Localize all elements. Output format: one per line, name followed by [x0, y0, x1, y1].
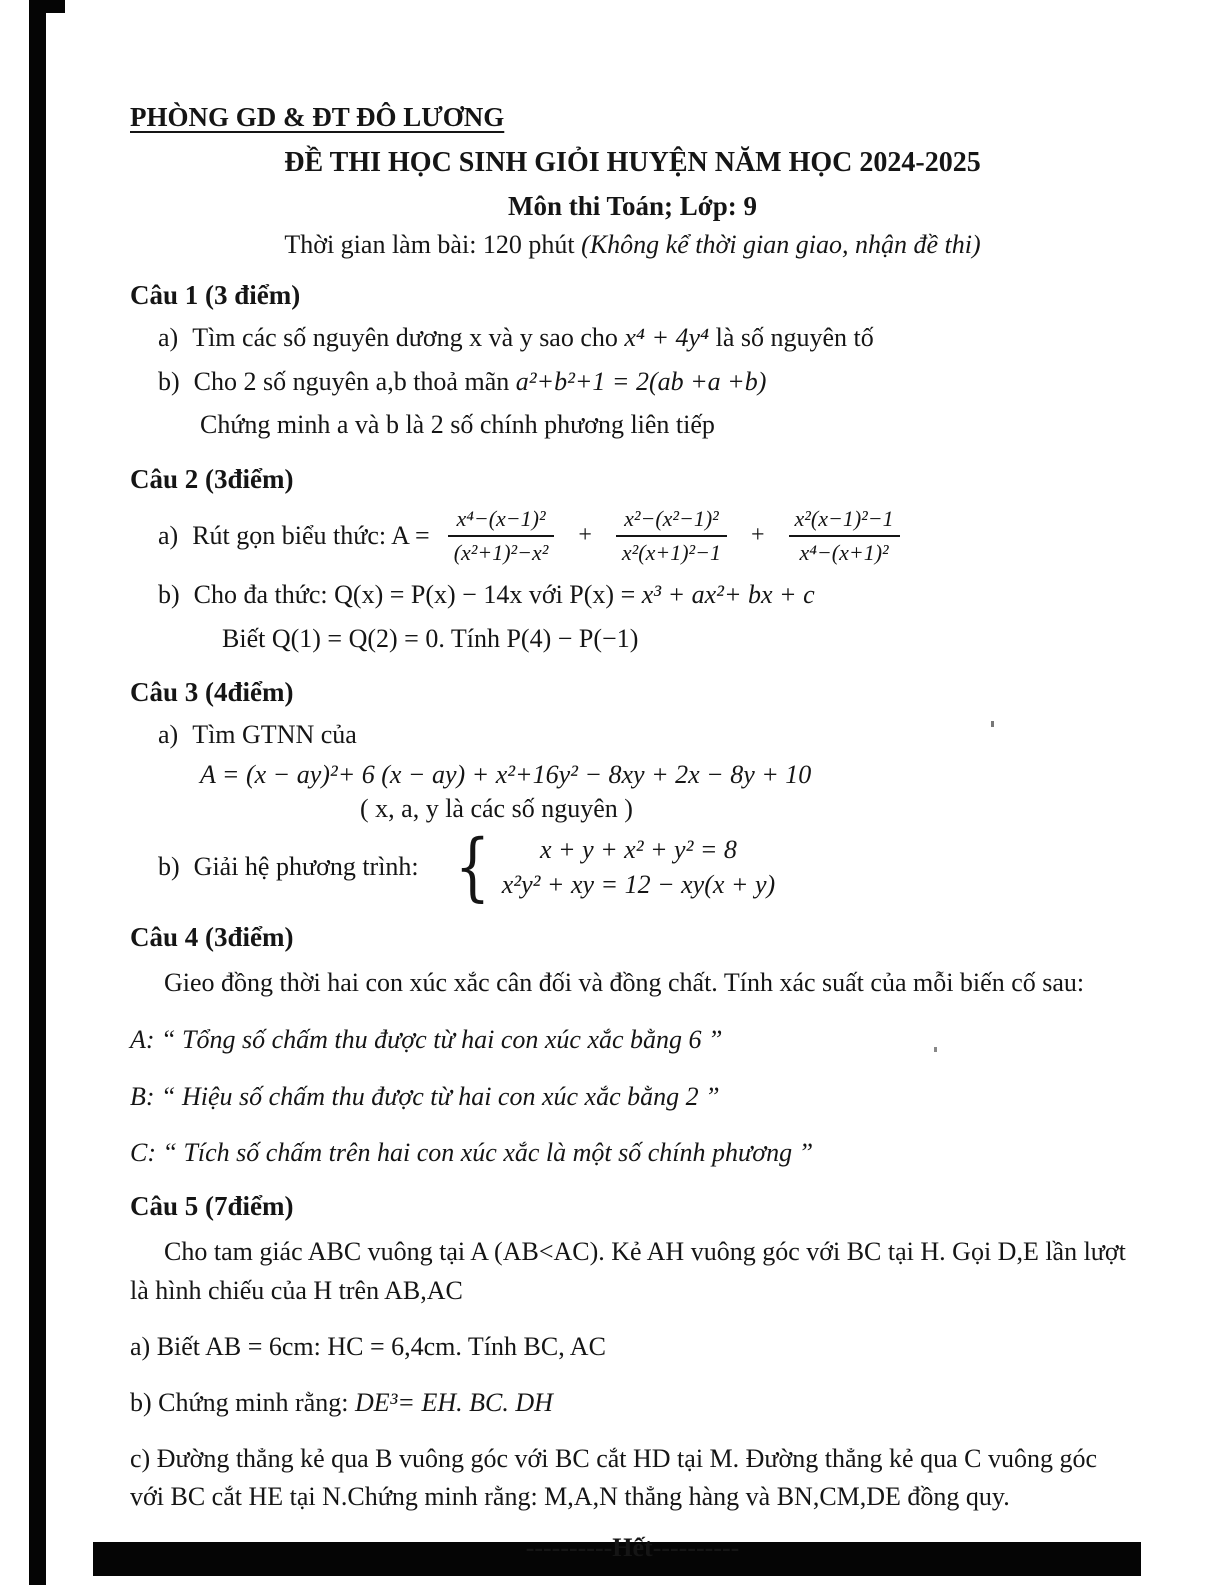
question-1-heading: Câu 1 (3 điểm) — [130, 280, 301, 310]
q2-fraction-2 — [616, 505, 727, 566]
question-1-item-a — [130, 319, 1135, 357]
q3-b-text: Giải hệ phương trình: — [193, 852, 419, 882]
q4-intro: Gieo đồng thời hai con xúc xắc cân đối và đồng chất. Tính xác suất của mỗi biến cố sau: — [164, 968, 1085, 998]
q2-b-continuation: Biết Q(1) = Q(2) = 0. Tính P(4) − P(−1) — [222, 623, 639, 653]
question-1-item-b — [130, 363, 1135, 401]
q2-b-formula: x³ + ax²+ bx + c — [641, 580, 815, 610]
q2-fraction-2-numerator: x²−(x²−1)² — [616, 505, 727, 537]
question-2-heading: Câu 2 (3điểm) — [130, 464, 294, 495]
exam-title: ĐỀ THI HỌC SINH GIỎI HUYỆN NĂM HỌC 2024-2025 — [284, 147, 981, 178]
q3-b-label: b) — [158, 852, 180, 882]
equation-system — [449, 823, 782, 910]
question-3-item-b — [130, 823, 1135, 910]
q3-a-expression: A = (x − ay)²+ 6 (x − ay) + x²+16y² − 8xy + 2x − 8y + 10 — [200, 760, 812, 790]
q4-event-b: B: “ Hiệu số chấm thu được từ hai con xúc xắc bằng 2 ” — [130, 1081, 720, 1111]
q3-a-text: Tìm GTNN của — [192, 720, 357, 750]
scan-artifact-top-left-nub — [29, 0, 65, 13]
q2-b-text — [194, 576, 815, 614]
plus-sign: + — [750, 522, 765, 549]
q2-fraction-2-denominator: x²(x+1)²−1 — [621, 539, 721, 565]
q2-a-lead: Rút gọn biểu thức: A = — [192, 520, 430, 550]
q2-b-text-part1: Cho đa thức: Q(x) = P(x) − 14x với P(x) = — [193, 580, 642, 610]
system-equation-1: x + y + x² + y² = 8 — [539, 835, 737, 865]
question-3-item-a — [130, 716, 1135, 754]
scan-artifact-left-bar — [29, 0, 46, 1585]
q1-b-formula: a²+b²+1 = 2(ab +a +b) — [515, 366, 767, 396]
time-line — [130, 230, 1135, 260]
q2-fraction-3-numerator: x²(x−1)²−1 — [789, 505, 900, 537]
q5-item-b — [130, 1384, 1135, 1422]
time-label: Thời gian làm bài: 120 phút — [284, 230, 582, 259]
q3-a-note: ( x, a, y là các số nguyên ) — [360, 794, 633, 824]
q2-fraction-3-denominator: x⁴−(x+1)² — [799, 539, 889, 565]
system-equation-2: x²y² + xy = 12 − xy(x + y) — [501, 870, 776, 900]
q5-item-c: c) Đường thẳng kẻ qua B vuông góc với BC cắt HD tại M. Đường thẳng kẻ qua C vuông góc với BC cắt HE tại N.Chứng minh rằng: M,A,N thẳng hàng và BN,CM,DE đồng quy. — [130, 1443, 1098, 1511]
q1-a-label: a) — [158, 323, 179, 352]
end-mark: ----------Hết---------- — [525, 1533, 740, 1563]
time-note: (Không kể thời gian giao, nhận đề thi) — [581, 230, 981, 259]
q5-b-formula: DE³= EH. BC. DH — [354, 1388, 553, 1418]
system-equations — [496, 832, 781, 902]
q4-event-a: A: “ Tổng số chấm thu được từ hai con xúc xắc bằng 6 ” — [130, 1025, 723, 1055]
q2-b-label: b) — [158, 580, 180, 610]
question-2-item-b — [130, 576, 1135, 614]
question-4-heading: Câu 4 (3điểm) — [130, 922, 294, 953]
q1-b-label: b) — [158, 366, 180, 396]
system-left-brace: { — [454, 823, 490, 910]
q2-fraction-1 — [448, 505, 555, 566]
q5-item-a: a) Biết AB = 6cm: HC = 6,4cm. Tính BC, AC — [130, 1332, 606, 1362]
q1-a-text-part2: là số nguyên tố — [709, 323, 874, 352]
q2-fraction-3 — [789, 505, 900, 566]
q1-b-continuation: Chứng minh a và b là 2 số chính phương liên tiếp — [200, 410, 715, 440]
document-content — [130, 102, 1135, 1563]
q4-event-c: C: “ Tích số chấm trên hai con xúc xắc là một số chính phương ” — [130, 1138, 814, 1168]
q1-a-formula: x⁴ + 4y⁴ — [624, 323, 710, 352]
question-3-heading: Câu 3 (4điểm) — [130, 677, 294, 708]
department-name: PHÒNG GD & ĐT ĐÔ LƯƠNG — [130, 102, 505, 132]
question-5-heading: Câu 5 (7điểm) — [130, 1191, 294, 1222]
q2-a-label: a) — [158, 520, 179, 550]
q2-fraction-1-denominator: (x²+1)²−x² — [453, 539, 549, 565]
q2-fraction-1-numerator: x⁴−(x−1)² — [448, 505, 555, 537]
subject-line: Môn thi Toán; Lớp: 9 — [507, 191, 758, 221]
q1-b-text-part1: Cho 2 số nguyên a,b thoả mãn — [193, 366, 516, 396]
q1-a-text — [192, 319, 874, 357]
q3-a-label: a) — [158, 720, 179, 750]
q1-a-text-part1: Tìm các số nguyên dương x và y sao cho — [192, 323, 625, 352]
plus-sign: + — [578, 522, 592, 549]
q1-b-text — [194, 363, 767, 401]
q5-intro: Cho tam giác ABC vuông tại A (AB<AC). Kẻ AH vuông góc với BC tại H. Gọi D,E lần lượt là hình chiếu của H trên AB,AC — [130, 1237, 1126, 1306]
question-2-item-a — [130, 505, 1135, 566]
q5-b-lead: b) Chứng minh rằng: — [130, 1388, 355, 1418]
